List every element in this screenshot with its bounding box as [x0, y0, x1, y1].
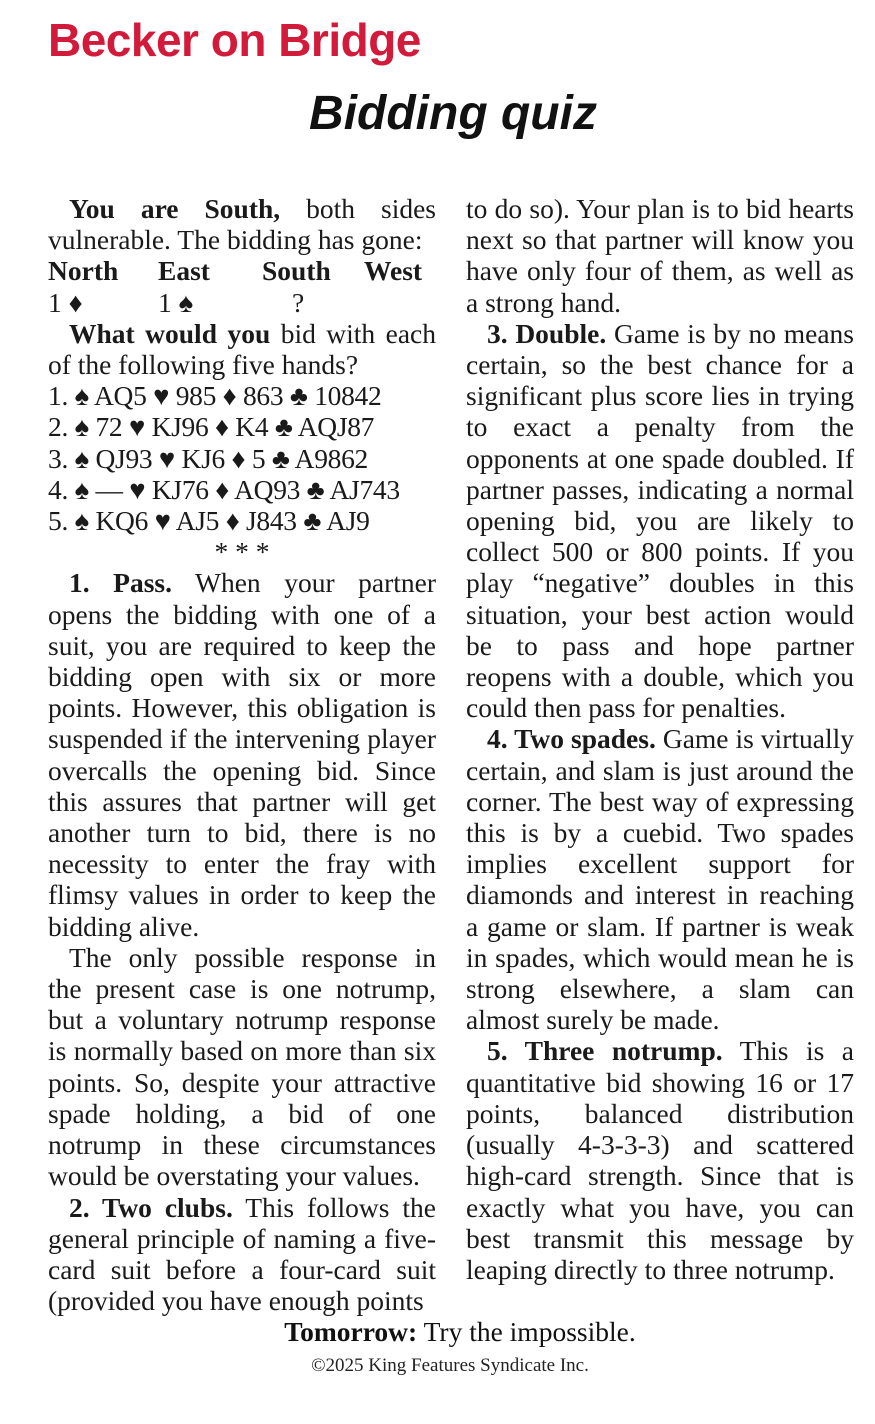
answer-2-text: This follows the general principle of naming a five-card suit before a four-card suit (provided you have enough points [48, 1191, 436, 1317]
bidding-header-west: West [364, 255, 423, 287]
answer-4-text: Game is virtually certain, and slam is just around the corner. The best way of expressing this is by a cuebid. Two spades implies excellent support for diamonds and interest in reaching a game or slam. If partner is weak in spades, which would mean he is strong elsewhere, a slam can almost surely be made. [466, 723, 854, 1036]
question-text: bid with each of the following five hands? [48, 317, 436, 381]
right-column [466, 193, 854, 1285]
answer-5-text: This is a quantitative bid showing 16 or 17 points, balanced distribution (usually 4-3-3-3) and scattered high-card strength. Since that is exactly what you have, you can best transmit this message by leaping directly to three notrump. [466, 1035, 854, 1285]
bid-south: ? [292, 286, 305, 318]
bidding-header-north: North [48, 255, 119, 287]
intro-text: both sides vulnerable. The bidding has gone: [48, 193, 437, 256]
bid-north: 1 ♦ [48, 286, 83, 318]
answer-1-continued: The only possible response in the present case is one notrump, but a voluntary notrump response is normally based on more than six points. So, despite your attractive spade holding, a bid of one notrump in these circumstances would be overstating your values. [48, 941, 436, 1192]
bidding-table [48, 255, 436, 317]
tomorrow-teaser [0, 1316, 875, 1348]
intro-lead: You are South, [69, 193, 281, 224]
bid-east: 1 ♠ [158, 286, 194, 318]
answer-3 [466, 318, 854, 724]
bidding-header-east: East [158, 255, 210, 287]
article-title: Bidding quiz [309, 87, 597, 140]
answer-2 [48, 1192, 436, 1317]
answer-1-text: When your partner opens the bidding with one of a suit, you are required to keep the bidding open with six or more points. However, this obligation is suspended if the intervening player overcalls the opening bid. Since this assures that partner will get another turn to bid, there is no necessity to enter the fray with flimsy values in order to keep the bidding alive. [48, 567, 436, 942]
hand-2: 2. ♠ 72 ♥ KJ96 ♦ K4 ♣ AQJ87 [48, 411, 375, 443]
bidding-header-south: South [262, 255, 331, 287]
tomorrow-lead: Tomorrow: [284, 1316, 418, 1347]
answer-4-lead: 4. Two spades. [487, 723, 656, 755]
answer-2-continued: to do so). Your plan is to bid hearts next so that partner will know you have only four of them, as well as a strong hand. [466, 193, 854, 318]
answer-4 [466, 723, 854, 1035]
hand-3: 3. ♠ QJ93 ♥ KJ6 ♦ 5 ♣ A9862 [48, 442, 369, 474]
hand-4: 4. ♠ — ♥ KJ76 ♦ AQ93 ♣ AJ743 [48, 473, 400, 505]
answer-2-lead: 2. Two clubs. [69, 1191, 233, 1223]
left-column [48, 193, 436, 1316]
answer-3-text: Game is by no means certain, so the best chance for a significant plus score lies in trying to exact a penalty from the opponents at one spade doubled. If partner passes, indicating a normal opening bid, you are likely to collect 500 or 800 points. If you play “negative” doubles in this situation, your best action would be to pass and hope partner reopens with a double, which you could then pass for penalties. [466, 317, 854, 724]
answer-5-lead: 5. Three notrump. [487, 1035, 723, 1067]
question-lead: What would you [69, 317, 271, 349]
copyright-notice: ©2025 King Features Syndicate Inc. [311, 1355, 589, 1376]
question-paragraph [48, 318, 436, 380]
tomorrow-text: Try the impossible. [417, 1316, 636, 1347]
intro-paragraph [48, 193, 436, 255]
section-separator: * * * [214, 536, 270, 568]
column-masthead: Becker on Bridge [48, 14, 421, 66]
hand-1: 1. ♠ AQ5 ♥ 985 ♦ 863 ♣ 10842 [48, 380, 382, 412]
bid-west [364, 287, 436, 318]
answer-1-lead: 1. Pass. [69, 567, 172, 599]
hand-5: 5. ♠ KQ6 ♥ AJ5 ♦ J843 ♣ AJ9 [48, 505, 370, 537]
answer-3-lead: 3. Double. [487, 317, 607, 349]
answer-5 [466, 1035, 854, 1285]
answer-1 [48, 567, 436, 941]
